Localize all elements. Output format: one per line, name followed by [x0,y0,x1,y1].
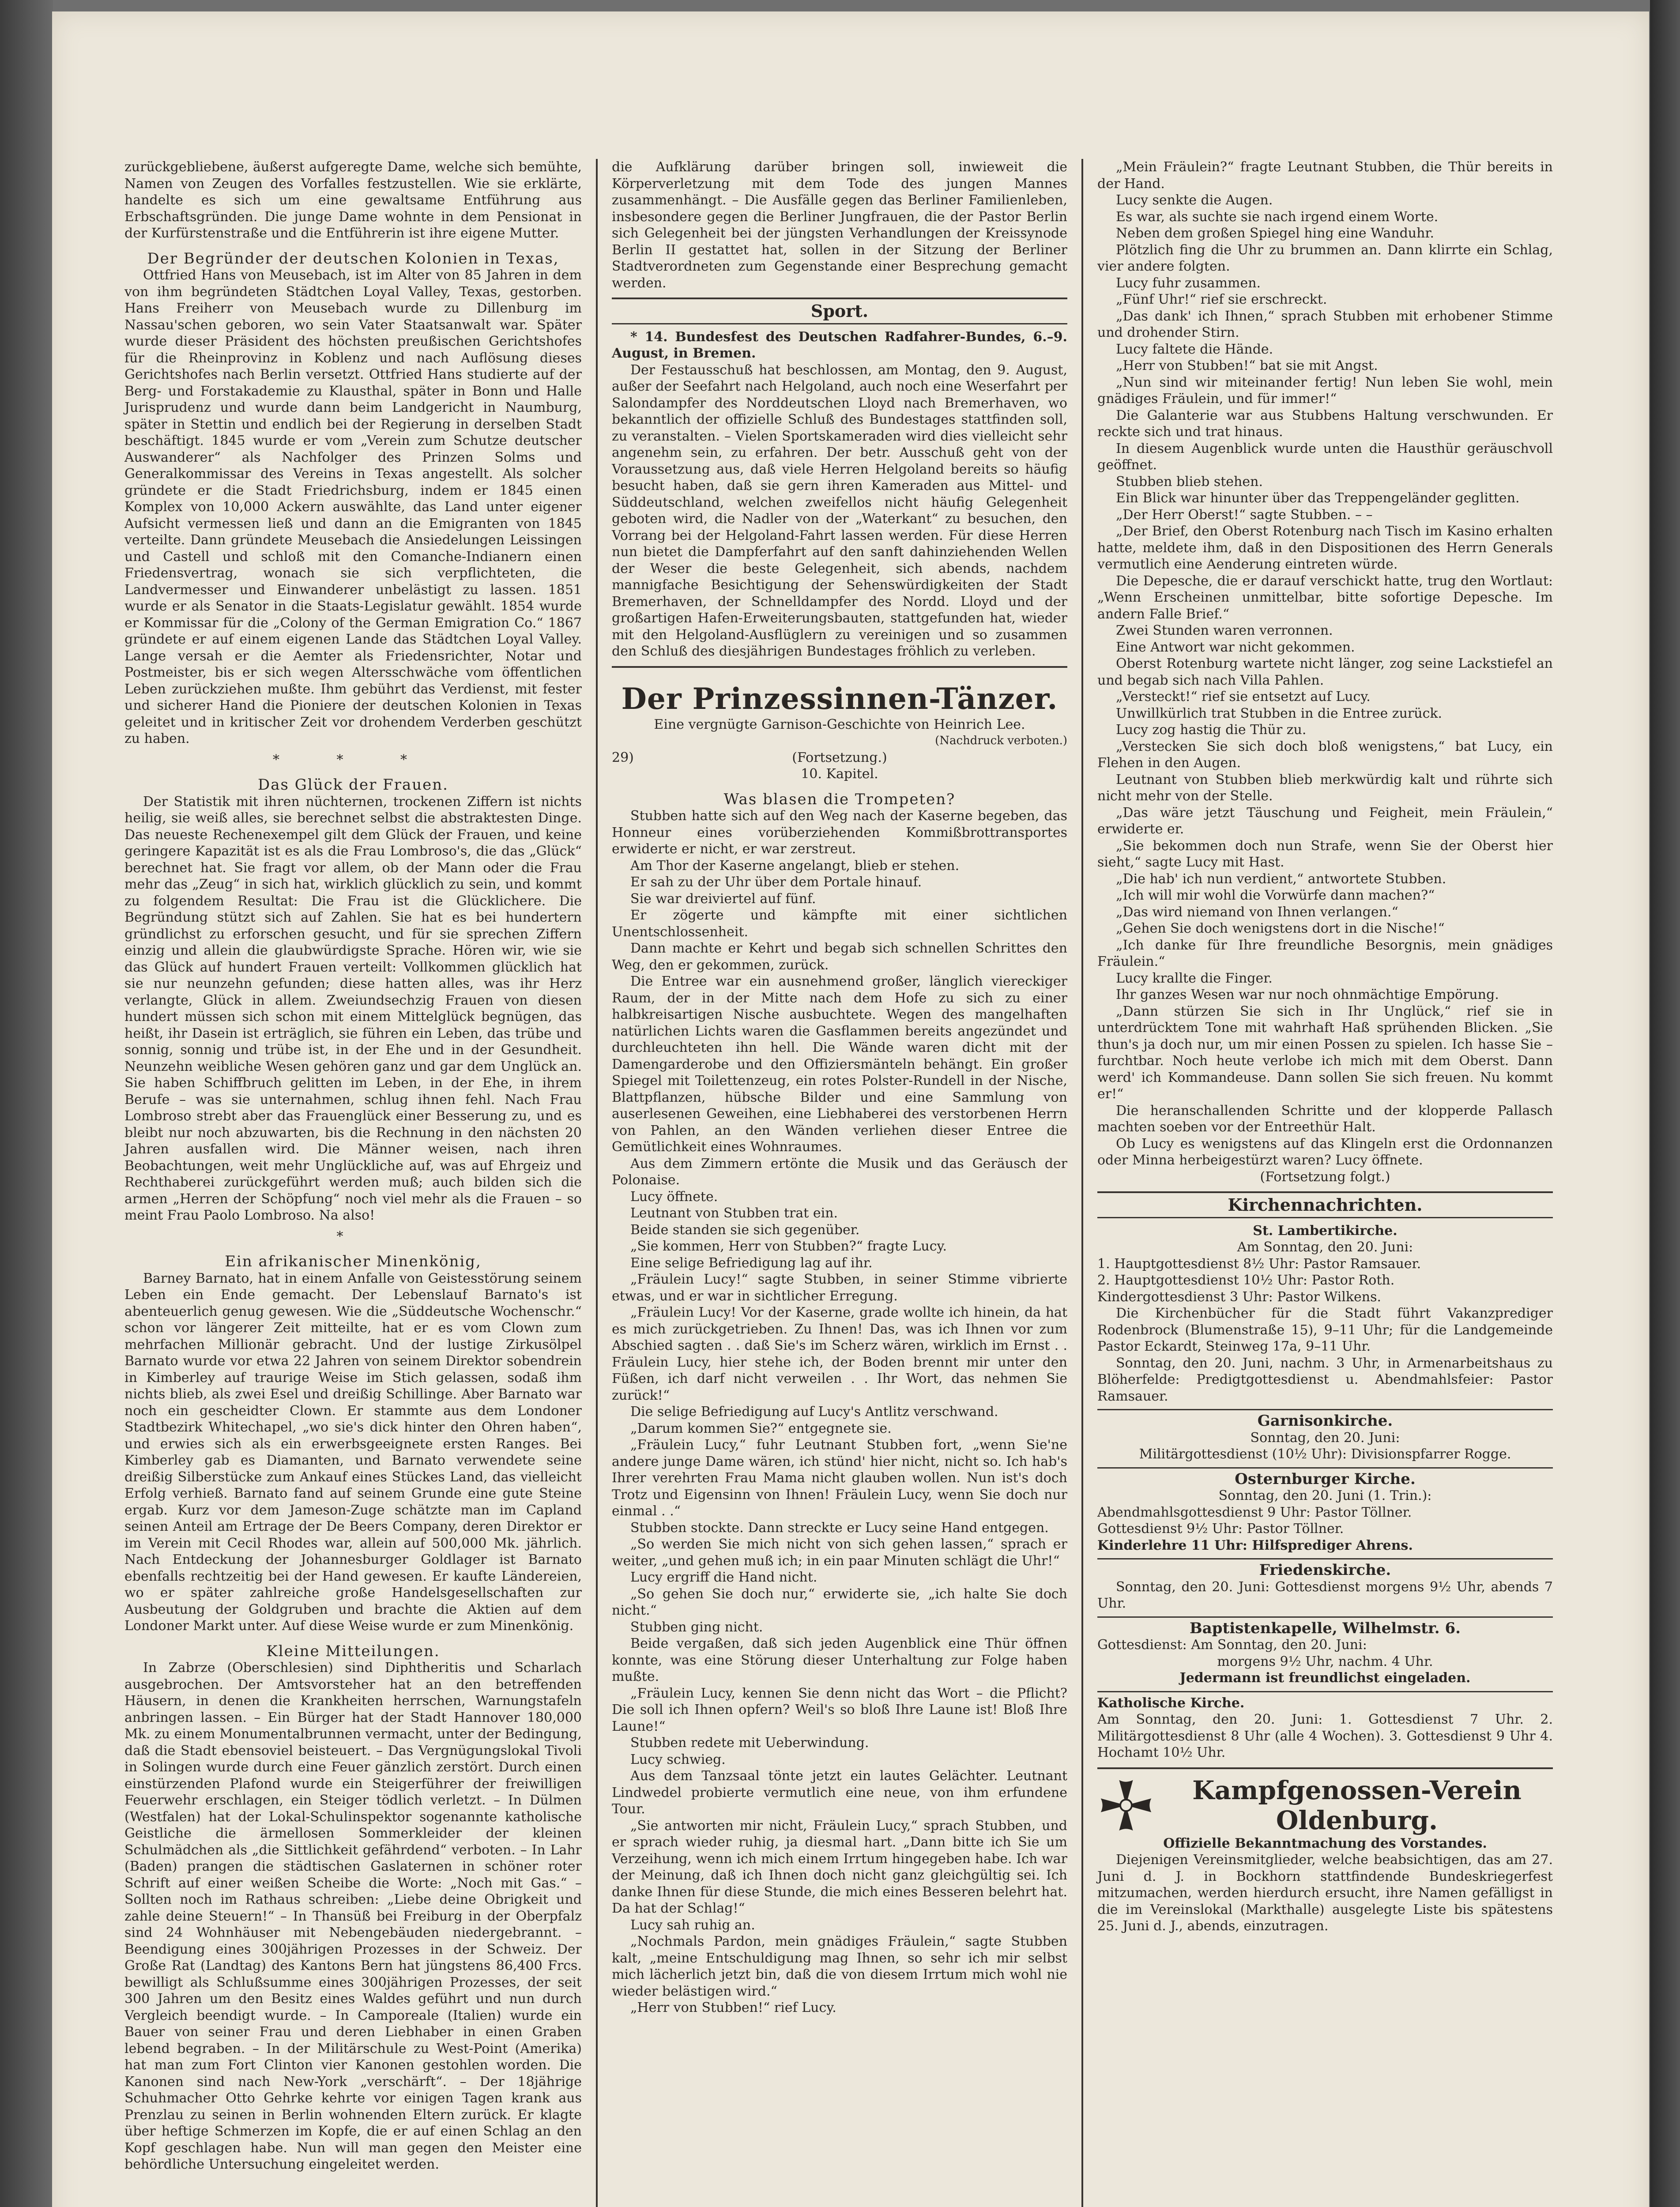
novel-paragraph: Ein Blick war hinunter über das Treppengeländer geglitten. [1116,490,1520,506]
novel-paragraph: „Verstecken Sie sich doch bloß wenigstens,“ bat Lucy, ein Flehen in den Augen. [1097,738,1553,771]
novel-chapter: 10. Kapitel. [801,766,878,782]
iron-cross-icon [1097,1777,1155,1834]
novel-paragraph: Die Depesche, die er darauf verschickt hatte, trug den Wortlaut: „Wenn Erscheinen unmittelbar, bitte sofortige Depesche. Im andern Falle Brief.“ [1097,573,1553,622]
novel-paragraph: Am Thor der Kaserne angelangt, blieb er stehen. [630,858,960,874]
novel-chapter-title: Was blasen die Trompeten? [723,790,956,808]
novel-paragraph: Neben dem großen Spiegel hing eine Wanduhr. [1116,226,1435,241]
novel-paragraph: Er zögerte und kämpfte mit einer sichtlichen Unentschlossenheit. [612,908,1067,940]
novel-title: Der Prinzessinnen-Tänzer. [621,681,1058,716]
church-service-line: Militärgottesdienst (10½ Uhr): Divisionspfarrer Rogge. [1139,1446,1511,1462]
novel-paragraph: „So werden Sie mich nicht von sich gehen lassen,“ sprach er weiter, „und gehen muß ich; in ein paar Minuten schlägt die Uhr!“ [612,1537,1067,1569]
novel-paragraph: „Der Herr Oberst!“ sagte Stubben. – – [1116,507,1373,523]
novel-paragraph: Plötzlich fing die Uhr zu brummen an. Dann klirrte ein Schlag, vier andere folgten. [1097,242,1553,274]
novel-paragraph: „Darum kommen Sie?“ entgegnete sie. [630,1420,892,1436]
novel-paragraph: „Das dank' ich Ihnen,“ sprach Stubben mit erhobener Stimme und drohender Stirn. [1097,308,1553,340]
verein-header [1097,1767,1553,1835]
novel-paragraph: „Herr von Stubben!“ rief Lucy. [630,2000,836,2015]
novel-paragraph: Oberst Rotenburg wartete nicht länger, zog seine Lackstiefel an und begab sich nach Villa Pahlen. [1097,656,1553,688]
columns [110,159,1567,2207]
novel-paragraph: „Das wäre jetzt Täuschung und Feigheit, mein Fräulein,“ erwiderte er. [1097,805,1553,837]
separator-star: * [336,1228,370,1244]
verein-title: Kampfgenossen-Verein Oldenburg. [1192,1775,1522,1835]
church-service-line: Kindergottesdienst 3 Uhr: Pastor Wilkens. [1097,1289,1382,1305]
church-title-garnison: Garnisonkirche. [1097,1409,1553,1430]
church-title-katholisch: Katholische Kirche. [1097,1695,1245,1711]
novel-paragraph: „Ich will mir wohl die Vorwürfe dann machen?“ [1116,888,1435,903]
novel-paragraph: Leutnant von Stubben trat ein. [630,1205,838,1221]
church-block-katholisch [1097,1691,1553,1712]
novel-paragraph: Eine selige Befriedigung lag auf ihr. [630,1255,873,1271]
novel-paragraph: Die selige Befriedigung auf Lucy's Antlitz verschwand. [630,1404,998,1420]
church-date: Sonntag, den 20. Juni: [1250,1430,1400,1446]
novel-paragraph: Ob Lucy es wenigstens auf das Klingeln erst die Ordonnanzen oder Minna herbeigestürzt waren? Lucy öffnete. [1097,1136,1553,1168]
novel-paragraph: Es war, als suchte sie nach irgend einem Worte. [1116,209,1439,225]
novel-paragraph: „Versteckt!“ rief sie entsetzt auf Lucy. [1116,689,1371,704]
novel-paragraph: Unwillkürlich trat Stubben in die Entree zurück. [1116,705,1443,721]
novel-paragraph: „Dann stürzen Sie sich in Ihr Unglück,“ rief sie in unterdrücktem Tone mit wahrhaft Haß sprühenden Blicken. „Sie thun's ja doch nur, um mir einen Possen zu spielen. Ich hasse Sie – furchtbar. Noch heute verlobe ich mich mit dem Oberst. Dann werd' ich Kommandeuse. Dann sollen Sie sich freuen. Nu kommt er!“ [1097,1003,1553,1102]
church-title-baptisten: Baptistenkapelle, Wilhelmstr. 6. [1097,1616,1553,1637]
article-title-mitteilungen: Kleine Mitteilungen. [266,1642,440,1660]
novel-paragraph: Stubben blieb stehen. [1116,474,1263,490]
novel-paragraph: Eine Antwort war nicht gekommen. [1116,639,1355,655]
novel-paragraph: „Ich danke für Ihre freundliche Besorgnis, mein gnädiges Fräulein.“ [1097,937,1553,969]
novel-paragraph: Lucy faltete die Hände. [1116,341,1273,357]
novel-paragraph: Stubben hatte sich auf den Weg nach der Kaserne begeben, das Honneur eines vorüberziehenden Kommißbrottransportes erwiderte er nicht, er war zerstreut. [612,808,1067,857]
novel-paragraph: „Sie kommen, Herr von Stubben?“ fragte Lucy. [630,1239,947,1254]
novel-paragraph: „Gehen Sie doch wenigstens dort in die Nische!“ [1116,921,1445,936]
church-service-line: 1. Hauptgottesdienst 8½ Uhr: Pastor Ramsauer. [1097,1256,1421,1272]
novel-paragraph: „Fräulein Lucy! Vor der Kaserne, grade wollte ich hinein, da hat es mich zurückgetrieben. Zu Ihnen! Das, was ich Ihnen vor zum Abschied sagten . . daß Sie's im Scherz wären, wirklich im Ernst . . Fräulein Lucy, hier stehe ich, der Boden brennt mir unter den Füßen, ich darf nicht verweilen . . Ihr Wort, das nehmen Sie zurück!“ [612,1305,1067,1403]
novel-paragraph: Dann machte er Kehrt und begab sich schnellen Schrittes den Weg, den er gekommen, zurück. [612,941,1067,973]
novel-paragraph: „Nun sind wir miteinander fertig! Nun leben Sie wohl, mein gnädiges Fräulein, und für immer!“ [1097,374,1553,407]
novel-paragraph: Stubben stockte. Dann streckte er Lucy seine Hand entgegen. [630,1520,1049,1536]
church-service-line: Sonntag, den 20. Juni, nachm. 3 Uhr, in Armenarbeitshaus zu Blöherfelde: Predigtgottesdienst u. Abendmahlsfeier: Pastor Ramsauer. [1097,1355,1553,1404]
novel-paragraph: Er sah zu der Uhr über dem Portale hinauf. [630,874,922,890]
section-title-kirchennachrichten: Kirchennachrichten. [1097,1191,1553,1218]
church-service-line: Abendmahlsgottesdienst 9 Uhr: Pastor Töllner. [1097,1504,1412,1520]
novel-paragraph: „Fräulein Lucy, kennen Sie denn nicht das Wort – die Pflicht? Die soll ich Ihnen opfern? Weil's so bloß Ihre Laune ist! Bloß Ihre Laune!“ [612,1685,1067,1734]
novel-paragraph: Stubben ging nicht. [630,1619,763,1635]
novel-paragraph: „Fünf Uhr!“ rief sie erschreckt. [1116,292,1327,307]
novel-reprint-note: (Nachdruck verboten.) [935,734,1067,747]
church-date: Am Sonntag, den 20. Juni: [1237,1239,1413,1255]
novel-paragraph: „Sie antworten mir nicht, Fräulein Lucy,“ sprach Stubben, und er sprach wieder ruhig, ja diesmal hart. „Dann bitte ich Sie um Verzeihung, wenn ich mich einem Irrtum hingegeben habe. Ich war der Meinung, daß ich Ihnen doch nicht ganz gleichgültig sei. Ich danke Ihnen für diese Stunde, die mich eines Besseren belehrt hat. Da hat der Schlag!“ [612,1818,1067,1916]
church-service-line: Kinderlehre 11 Uhr: Hilfsprediger Ahrens. [1097,1537,1413,1553]
novel-paragraph: Lucy senkte die Augen. [1116,192,1273,208]
novel-paragraph: Lucy zog hastig die Thür zu. [1116,722,1307,738]
church-service-line: morgens 9½ Uhr, nachm. 4 Uhr. [1217,1653,1433,1669]
church-service-line: Jedermann ist freundlichst eingeladen. [1179,1670,1471,1686]
scan-shadow-left [0,0,53,2207]
novel-continuation: (Fortsetzung.) [792,749,887,765]
novel-paragraph: Die Entree war ein ausnehmend großer, länglich viereckiger Raum, der in der Mitte nach dem Hofe zu sich zu einer halbkreisartigen Nische ausbuchtete. Wegen des mangelhaften natürlichen Lichts waren die Gasflammen bereits angezündet und durchleuchteten ihn hell. Die Wände waren dicht mit der Damengarderobe und den Offiziersmänteln behängt. Ein großer Spiegel mit Toilettenzeug, ein rotes Polster-Rundell in der Nische, Blattpflanzen, hübsche Bilder und eine Sammlung von auserlesenen Geweihen, eine Liebhaberei des verstorbenen Herrn von Pahlen, an den Wänden verliehen dieser Entree die Gemütlichkeit eines Wohnraumes. [612,974,1067,1155]
section-title-sport: Sport. [612,298,1067,324]
separator-stars: * * * [272,752,434,768]
novel-paragraph: Lucy schwieg. [630,1751,726,1767]
novel-paragraph: „Der Brief, den Oberst Rotenburg nach Tisch im Kasino erhalten hatte, meldete ihm, daß in den Dispositionen des Herrn Generals vermutlich eine Aenderung eintreten würde. [1097,524,1553,572]
novel-paragraph: Die heranschallenden Schritte und der klopperde Pallasch machten soeben vor der Entreethür Halt. [1097,1103,1553,1135]
novel-paragraph: Lucy krallte die Finger. [1116,970,1273,986]
article-body-texas: Ottfried Hans von Meusebach, ist im Alter von 85 Jahren in dem von ihm begründeten Städtchen Loyal Valley, Texas, gestorben. Hans Freiherr von Meusebach wurde zu Dillenburg im Nassau'schen geboren, wo sein Vater Staatsanwalt war. Später wurde dieser Präsident des höchsten preußischen Gerichtshofes für die Rheinprovinz in Koblenz und nach Auflösung dieses Gerichtshofes nach Berlin versetzt. Ottfried Hans studierte auf der Berg- und Forstakademie zu Klausthal, später in Bonn und Halle Jurisprudenz und wurde dann beim Landgericht in Naumburg, später in Stettin und endlich bei der Regierung in derselben Stadt beschäftigt. 1845 wurde er vom „Verein zum Schutze deutscher Auswanderer“ als Nachfolger des Prinzen Solms und Generalkommissar des Vereins in Texas angestellt. Als solcher gründete er die Stadt Friedrichsburg, indem er 1845 einen Komplex von 10,000 Ackern auswählte, das Land unter eigener Aufsicht vermessen ließ und dann an die Emigranten von 1845 verteilte. Dann gründete Meusebach die Ansiedelungen Leissingen und Castell und schloß mit den Comanche-Indianern einen Friedensvertrag, wonach sie sich verpflichteten, die Landvermesser und Einwanderer unbelästigt zu lassen. 1851 wurde er als Senator in die Staats-Legislatur gewählt. 1854 wurde er Kommissar für die „Colony of the German Emigration Co.“ 1867 gründete er auf einem eigenen Lande das Städtchen Loyal Valley. Lange versah er die Aemter als Friedensrichter, Notar und Postmeister, bis er sich wegen Altersschwäche vom öffentlichen Leben zurückziehen mußte. Ihm gebührt das Verdienst, mit fester und sicherer Hand die Pioniere der deutschen Kolonien in Texas geleitet und in kritischer Zeit vor drohendem Verderben geschützt zu haben. [124,267,582,746]
column-1 [110,159,596,2207]
novel-paragraph: „Fräulein Lucy!“ sagte Stubben, in seiner Stimme vibrierte etwas, und er war in sichtlicher Erregung. [612,1272,1067,1304]
novel-paragraph: „Die hab' ich nun verdient,“ antwortete Stubben. [1116,871,1446,887]
church-service-line: Gottesdienst: Am Sonntag, den 20. Juni: [1097,1637,1367,1653]
article-body-glueck: Der Statistik mit ihren nüchternen, trockenen Ziffern ist nichts heilig, sie weiß alles, sie berechnet selbst die abstraktesten Dinge. Das neueste Rechenexempel gilt dem Glück der Frauen, und keine geringere Kapazität ist es als die Frau Lombroso's, die das „Glück“ berechnet hat. Sie fragt vor allem, ob der Mann oder die Frau mehr das „Zeug“ in sich hat, wirklich glücklich zu sein, und kommt zu folgendem Resultat: Die Frau ist die Glücklichere. Die Begründung stützt sich auf Zahlen. Sie hat es bei hundertern gründlichst zu erforschen gesucht, und für sie sprechen Ziffern einzig und allein die glaubwürdigste Sprache. Hören wir, wie sie das Glück auf hundert Frauen verteilt: Vollkommen glücklich hat sie nur neunzehn gefunden; diese hatten alles, was ihr Herz verlangte, Glück in allem. Zweiundsechzig Frauen von diesen hundert müssen sich schon mit einem Mittelglück begnügen, das heißt, ihr Dasein ist erträglich, sie führen ein Leben, das trübe und sonnig, sonnig und trübe ist, in der Ehe und in der Gesundheit. Neunzehn weibliche Wesen gehören ganz und gar dem Unglück an. Sie haben Schiffbruch gelitten im Leben, in der Ehe, in ihrem Berufe – was sie unternahmen, schlug ihnen fehl. Nach Frau Lombroso strebt aber das Frauenglück einer Besserung zu, und es bleibt nur noch abzuwarten, bis die Rechnung in den nächsten 20 Jahren ausfallen wird. Die Männer weisen, nach ihren Beobachtungen, weit mehr Unglückliche auf, was auf Ehrgeiz und Rechthaberei zurückgeführt werden muß; auch bilden sich die armen „Herren der Schöpfung“ noch viel mehr als die Frauen – so meint Frau Paolo Lombroso. Na also! [124,794,582,1223]
verein-body: Diejenigen Vereinsmitglieder, welche beabsichtigen, das am 27. Juni d. J. in Bockhorn stattfindende Bundeskriegerfest mitzumachen, werden hierdurch ersucht, ihre Namen gefälligst in die im Vereinslokal (Markthalle) ausgelegte Liste bis spätestens 25. Juni d. J., abends, einzutragen. [1097,1852,1553,1934]
novel-paragraph: „Sie bekommen doch nun Strafe, wenn Sie der Oberst hier sieht,“ sagte Lucy mit Hast. [1097,838,1553,870]
verein-subtitle: Offizielle Bekanntmachung des Vorstandes. [1163,1835,1487,1851]
novel-paragraph: Die Galanterie war aus Stubbens Haltung verschwunden. Er reckte sich und trat hinaus. [1097,407,1553,440]
novel-paragraph: Aus dem Zimmern ertönte die Musik und das Geräusch der Polonaise. [612,1156,1067,1188]
church-service-line: 2. Hauptgottesdienst 10½ Uhr: Pastor Roth. [1097,1273,1395,1288]
novel-part-number: 29) [612,749,634,765]
church-title-osternburg: Osternburger Kirche. [1097,1467,1553,1488]
novel-paragraph: „Herr von Stubben!“ bat sie mit Angst. [1116,358,1378,373]
novel-paragraph: „Das wird niemand von Ihnen verlangen.“ [1116,904,1398,920]
novel-meta [612,749,1067,766]
novel-paragraph: „Mein Fräulein?“ fragte Leutnant Stubben, die Thür bereits in der Hand. [1097,159,1553,192]
continuation-note: (Fortsetzung folgt.) [1260,1169,1390,1185]
sport-body: Der Festausschuß hat beschlossen, am Montag, den 9. August, außer der Seefahrt nach Helgoland, auch noch eine Weserfahrt per Salondampfer des Norddeutschen Lloyd nach Bremerhaven, wo bekanntlich der offizielle Schluß des Bundestages stattfinden soll, zu veranstalten. – Vielen Sportskameraden wird dies vielleicht sehr angenehm sein, zu erfahren. Der betr. Ausschuß geht von der Voraussetzung aus, daß viele Herren Helgoland bereits so häufig besucht haben, daß sie gern ihren Kameraden aus Mittel- und Süddeutschland, welchen zweifellos nicht häufig Gelegenheit geboten wird, die Nadler von der „Waterkant“ zu besuchen, den Vorrang bei der Helgoland-Fahrt lassen werden. Für diese Herren nun bietet die Dampferfahrt auf den sanft dahinziehenden Wellen der Weser die beste Gelegenheit, sich abends, nachdem mannigfache Besichtigung der Sehenswürdigkeiten der Stadt Bremerhaven, der Schnelldampfer des Nordd. Lloyd und der großartigen Hafen-Erweiterungsbauten, stattgefunden hat, wieder mit den Helgoland-Ausflüglern zu vereinigen und so zusammen den Schluß des diesjährigen Bundestages fröhlich zu verleben. [612,362,1067,659]
intro-text: zurückgebliebene, äußerst aufgeregte Dame, welche sich bemühte, Namen von Zeugen des Vorfalles festzustellen. Wie sie erklärte, handelte es sich um eine gewaltsame Entführung aus Erbschaftsgründen. Die junge Dame wohnte in dem Pensionat in der Kurfürstenstraße und die Entführerin ist ihre eigene Mutter. [124,159,582,241]
article-body-mitteilungen: In Zabrze (Oberschlesien) sind Diphtheritis und Scharlach ausgebrochen. Der Amtsvorsteher hat an den betreffenden Häusern, in denen die Krankheiten herrschen, Warnungstafeln anbringen lassen. – Ein Bürger hat der Stadt Hannover 180,000 Mk. zu einem Monumentalbrunnen vermacht, unter der Bedingung, daß die Stadt ebensoviel beisteuert. – Das Vergnügungslokal Tivoli in Solingen wurde durch eine Feuer gänzlich zerstört. Durch einen einstürzenden Plafond wurde ein Steigerführer der freiwilligen Feuerwehr erschlagen, ein Steiger tödlich verletzt. – In Dülmen (Westfalen) hat der Lokal-Schulinspektor sogenannte katholische Geistliche die ärmellosen Sommerkleider der kleinen Schulmädchen als „die Sittlichkeit gefährdend“ verboten. – In Lahr (Baden) prangen die städtischen Gaslaternen in schöner roter Schrift auf einer weißen Scheibe die Worte: „Noch mit Gas.“ – Sollten noch im Rathaus schreiben: „Liebe deine Obrigkeit und zahle deine Steuern!“ – In Thansüß bei Freiburg in der Oberpfalz sind 24 Wohnhäuser mit Nebengebäuden niedergebrannt. – Beendigung eines 300jährigen Prozesses in der Schweiz. Der Große Rat (Landtag) des Kantons Bern hat jüngstens 86,400 Frcs. bewilligt als Schlußsumme eines 300jährigen Prozesses, der seit 300 Jahren um den Besitz eines Waldes geführt und nun durch Vergleich beendigt wurde. – In Camporeale (Italien) wurde ein Bauer von seiner Frau und deren Liebhaber in einen Graben lebend begraben. – In der Militärschule zu West-Point (Amerika) hat man zum Fort Clinton vier Kanonen gestohlen worden. Die Kanonen sind nach New-York „verschärft“. – Der 18jährige Schuhmacher Otto Gehrke kehrte vor einigen Tagen krank aus Prenzlau zu seinen in Berlin wohnenden Eltern zurück. Er klagte über heftige Schmerzen im Kopfe, die er auf einen Schlag an den Kopf geschlagen habe. Nun will man gegen den Meister eine behördliche Untersuchung eingeleitet werden. [124,1660,582,2172]
novel-paragraph: In diesem Augenblick wurde unten die Hausthür geräuschvoll geöffnet. [1097,441,1553,473]
novel-paragraph: „Nochmals Pardon, mein gnädiges Fräulein,“ sagte Stubben kalt, „meine Entschuldigung mag Ihnen, so sehr ich mir selbst mich lächerlich jetzt bin, daß die von diesem Irrtum mich wohl nie wieder belästigen wird.“ [612,1934,1067,1999]
church-service-line: Die Kirchenbücher für die Stadt führt Vakanzprediger Rodenbrock (Blumenstraße 15), 9–11 Uhr; für die Landgemeinde Pastor Eckardt, Steinweg 17a, 9–11 Uhr. [1097,1306,1553,1354]
article-title-texas: Der Begründer der deutschen Kolonien in Texas, [147,249,559,267]
scan-shadow-right [1650,0,1680,2207]
column-2 [596,159,1081,2207]
novel-paragraph: Zwei Stunden waren verronnen. [1116,623,1333,638]
novel-subtitle: Eine vergnügte Garnison-Geschichte von Heinrich Lee. [654,716,1025,732]
divider [612,666,1067,668]
novel-paragraph: Stubben redete mit Ueberwindung. [630,1735,869,1751]
novel-paragraph: Lucy sah ruhig an. [630,1917,755,1933]
church-service-line: Sonntag, den 20. Juni: Gottesdienst morgens 9½ Uhr, abends 7 Uhr. [1097,1579,1553,1611]
article-title-minenkoenig: Ein afrikanischer Minenkönig, [225,1253,482,1270]
church-service-line: Am Sonntag, den 20. Juni: 1. Gottesdienst 7 Uhr. 2. Militärgottesdienst 8 Uhr (alle 4 Wochen). 3. Gottesdienst 9 Uhr 4. Hochamt 10½ Uhr. [1097,1712,1553,1760]
novel-paragraph: Leutnant von Stubben blieb merkwürdig kalt und rührte sich nicht mehr von der Stelle. [1097,772,1553,804]
novel-paragraph: Ihr ganzes Wesen war nur noch ohnmächtige Empörung. [1116,987,1499,1002]
column-3 [1081,159,1567,2207]
article-body-minenkoenig: Barney Barnato, hat in einem Anfalle von Geistesstörung seinem Leben ein Ende gemacht. Der Lebenslauf Barnato's ist abenteuerlich genug gewesen. Wie die „Süddeutsche Wochenschr.“ schon vor längerer Zeit mitteilte, hat er es vom Clown zum mehrfachen Millionär gebracht. Und der lustige Zirkusölpel Barnato wurde vor etwa 22 Jahren von seinem Direktor sobendrein in Kimberley auf traurige Weise im Stich gelassen, sodaß ihm nichts blieb, als zwei Esel und dreißig Schillinge. Aber Barnato war noch ein gescheidter Clown. Er stammte aus dem Londoner Stadtbezirk Whitechapel, „wo sie's dick hinter den Ohren haben“, und erwies sich als ein erwerbsgeeignete ersten Ranges. Bei Kimberley gab es Diamanten, und Barnato verwendete seine dreißig Silberstücke zum Ankauf eines Stückes Land, das vielleicht Erfolg verhieß. Barnato fand auf seinem Grunde eine gute Steine ergab. Kurz vor dem Jameson-Zuge schätzte man im Capland seinen Anteil am Ertrage der De Beers Company, deren Direktor er im Verein mit Cecil Rhodes war, allein auf 500,000 Mk. jährlich. Nach Entdeckung der Johannesburger Goldlager ist Barnato ebenfalls rechtzeitig bei der Hand gewesen. Er kaufte Ländereien, wo er später zahlreiche große Handelsgesellschaften zur Ausbeutung der Goldgruben und brachte die Aktien auf dem Londoner Markt unter. Auf diese Weise wurde er zum Minenkönig. [124,1270,582,1634]
church-title-frieden: Friedenskirche. [1097,1558,1553,1579]
novel-paragraph: „So gehen Sie doch nur,“ erwiderte sie, „ich halte Sie doch nicht.“ [612,1586,1067,1618]
novel-paragraph: Lucy öffnete. [630,1189,718,1205]
sport-lead: * 14. Bundesfest des Deutschen Radfahrer-Bundes, 6.–9. August, in Bremen. [612,329,1067,361]
novel-paragraph: Sie war dreiviertel auf fünf. [630,891,816,907]
novel-paragraph: Aus dem Tanzsaal tönte jetzt ein lautes Gelächter. Leutnant Lindwedel probierte vermutlich eine neue, von ihm erfundene Tour. [612,1768,1067,1817]
novel-paragraph: Lucy fuhr zusammen. [1116,275,1261,291]
novel-paragraph: Beide standen sie sich gegenüber. [630,1222,860,1238]
novel-paragraph: „Fräulein Lucy,“ fuhr Leutnant Stubben fort, „wenn Sie'ne andere junge Dame wären, ich stünd' hier nicht, nicht so. Ich hab's Ihrer verehrten Frau Mama nicht glauben wollen. Nun ist's doch Trotz und Eigensinn von Ihnen! Fräulein Lucy, wenn Sie doch nur einmal . .“ [612,1437,1067,1519]
church-service-line: Gottesdienst 9½ Uhr: Pastor Töllner. [1097,1521,1344,1537]
article-title-glueck: Das Glück der Frauen. [258,776,448,794]
church-title-lamberti: St. Lambertikirche. [1253,1223,1397,1239]
novel-paragraph: Beide vergaßen, daß sich jeden Augenblick eine Thür öffnen konnte, was eine Störung dieser Unterhaltung zur Folge haben mußte. [612,1636,1067,1684]
novel-paragraph: Lucy ergriff die Hand nicht. [630,1570,817,1585]
church-date: Sonntag, den 20. Juni (1. Trin.): [1218,1488,1432,1503]
continued-text: die Aufklärung darüber bringen soll, inwieweit die Körperverletzung mit dem Tode des jungen Mannes zusammenhängt. – Die Ausfälle gegen das Berliner Familienleben, insbesondere gegen die Berliner Jungfrauen, die der Pastor Berlin sich Gelegenheit bei der jüngsten Verhandlungen der Kreissynode Berlin II gestattet hat, sollen in der Sitzung der Berliner Stadtverordneten zum Gegenstande einer Besprechung gemacht werden. [612,159,1067,291]
